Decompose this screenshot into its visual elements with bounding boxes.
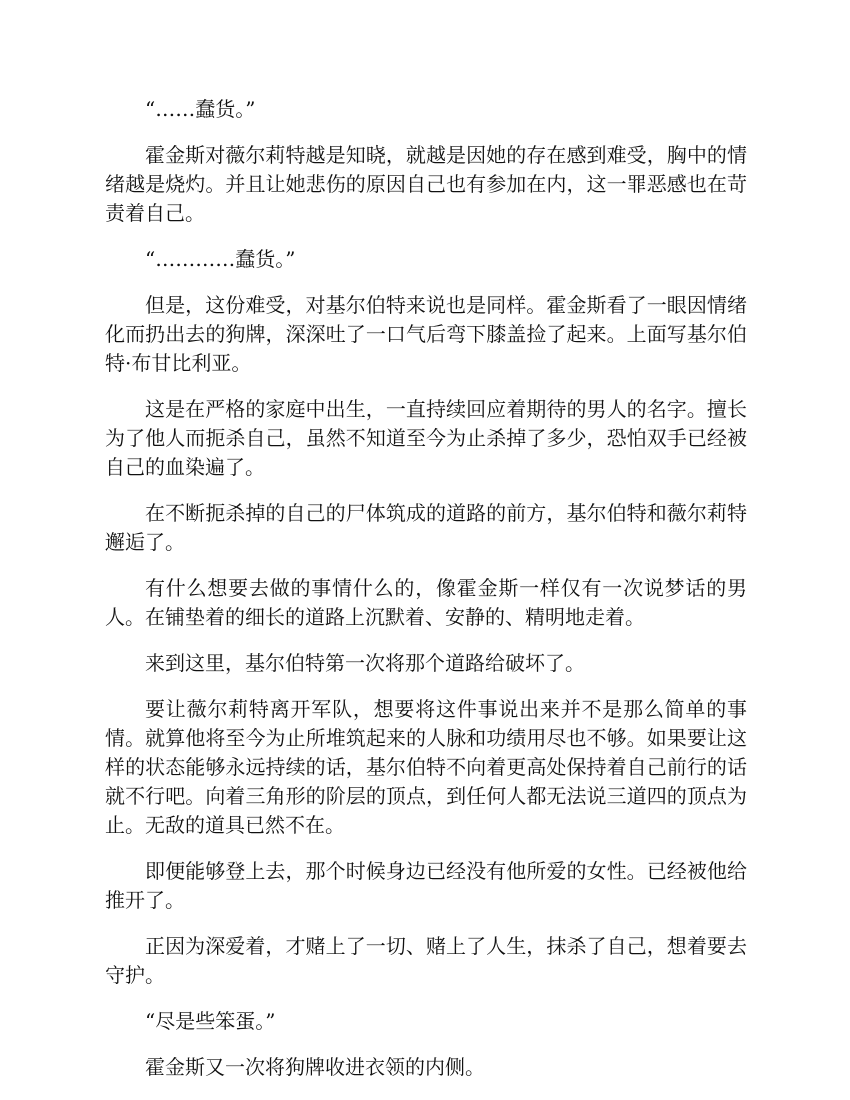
paragraph: 但是，这份难受，对基尔伯特来说也是同样。霍金斯看了一眼因情绪化而扔出去的狗牌，深深吐了一口气后弯下膝盖捡了起来。上面写基尔伯特·布甘比利亚。 bbox=[105, 293, 747, 375]
paragraph: 这是在严格的家庭中出生，一直持续回应着期待的男人的名字。擅长为了他人而扼杀自己，虽然不知道至今为止杀掉了多少，恐怕双手已经被自己的血染遍了。 bbox=[105, 397, 747, 479]
paragraph: 即便能够登上去，那个时候身边已经没有他所爱的女性。已经被他给推开了。 bbox=[105, 859, 747, 912]
paragraph: 在不断扼杀掉的自己的尸体筑成的道路的前方，基尔伯特和薇尔莉特邂逅了。 bbox=[105, 501, 747, 554]
paragraph: 霍金斯对薇尔莉特越是知晓，就越是因她的存在感到难受，胸中的情绪越是烧灼。并且让她悲伤的原因自己也有参加在内，这一罪恶感也在苛责着自己。 bbox=[105, 143, 747, 225]
paragraph: 正因为深爱着，才赌上了一切、赌上了人生，抹杀了自己，想着要去守护。 bbox=[105, 934, 747, 987]
paragraph: 有什么想要去做的事情什么的，像霍金斯一样仅有一次说梦话的男人。在铺垫着的细长的道路上沉默着、安静的、精明地走着。 bbox=[105, 576, 747, 629]
paragraph: 霍金斯又一次将狗牌收进衣领的内侧。 bbox=[145, 1055, 485, 1079]
paragraph: 来到这里，基尔伯特第一次将那个道路给破坏了。 bbox=[145, 651, 585, 675]
paragraph: “……蠢货。” bbox=[145, 97, 256, 121]
paragraph: 要让薇尔莉特离开军队，想要将这件事说出来并不是那么简单的事情。就算他将至今为止所堆筑起来的人脉和功绩用尽也不够。如果要让这样的状态能够永远持续的话，基尔伯特不向着更高处保持着自己前行的话就不行吧。向着三角形的阶层的顶点，到任何人都无法说三道四的顶点为止。无敌的道具已然不在。 bbox=[105, 697, 747, 837]
document-body bbox=[105, 95, 747, 1099]
paragraph: “…………蠢货。” bbox=[145, 247, 296, 271]
paragraph: “尽是些笨蛋。” bbox=[145, 1009, 276, 1033]
